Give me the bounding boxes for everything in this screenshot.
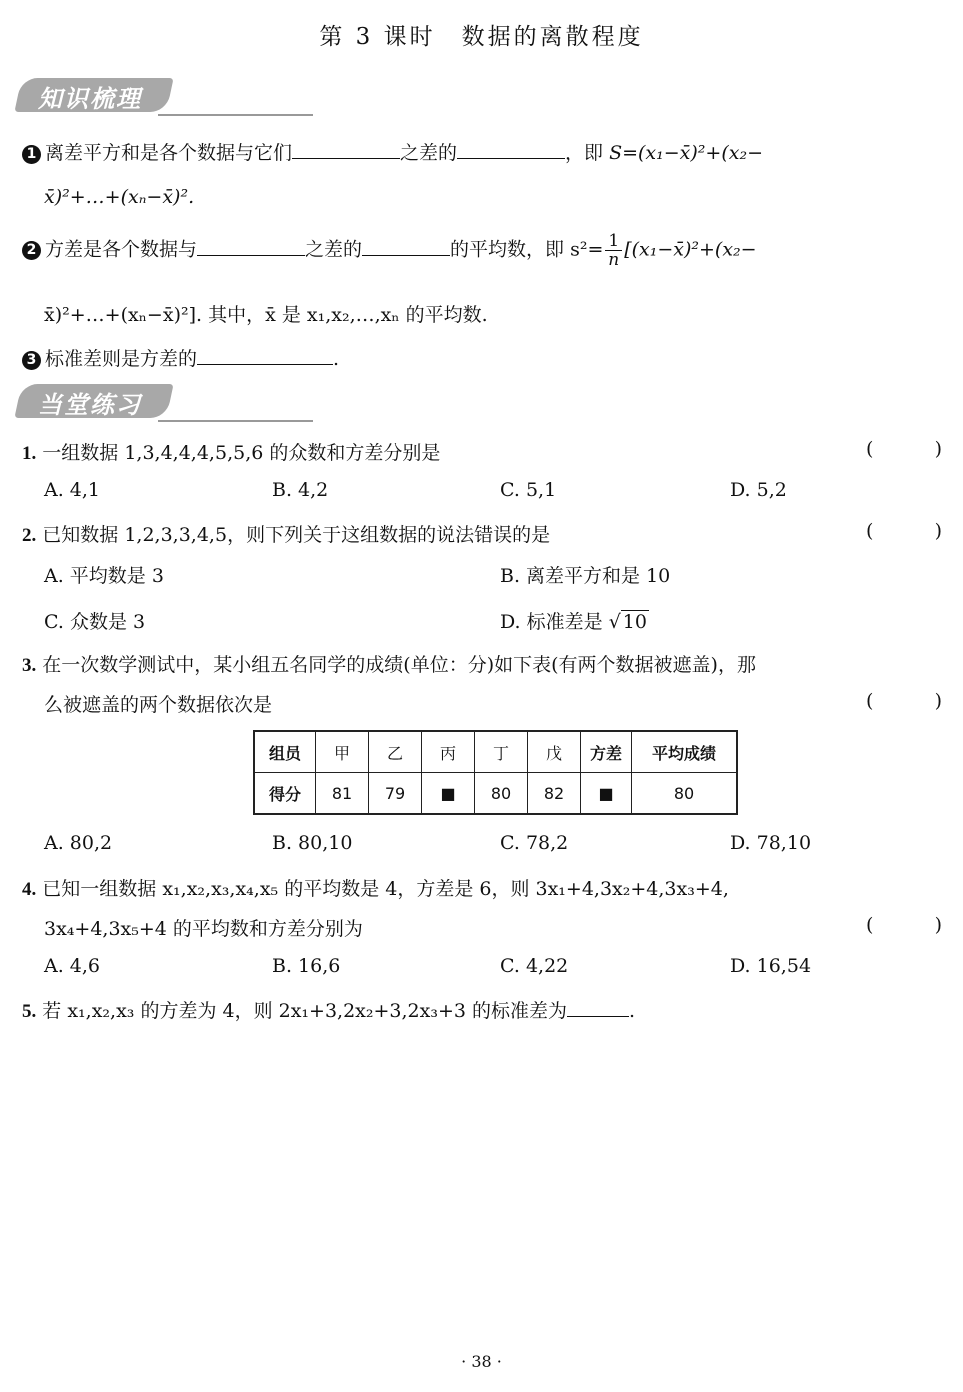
question-stem: 已知数据 1,2,3,3,4,5，则下列关于这组数据的说法错误的是 — [42, 524, 551, 546]
table-cell: 80 — [632, 773, 738, 815]
page-number: · 38 · — [461, 1352, 502, 1371]
item-marker: 2 — [22, 241, 41, 260]
formula-continuation: x̄)²+…+(xₙ−x̄)²]. 其中，x̄ 是 x₁,x₂,…,xₙ 的平均数. — [44, 304, 488, 326]
table-row-label: 得分 — [254, 773, 316, 815]
option-c[interactable]: C. 5,1 — [500, 479, 557, 501]
table-cell-covered: ■ — [422, 773, 475, 815]
section-banner-knowledge — [18, 78, 296, 118]
fill-blank[interactable] — [197, 346, 333, 365]
option-text: D. 标准差是 — [500, 611, 609, 633]
question-end: . — [629, 1000, 636, 1022]
answer-paren[interactable] — [866, 690, 942, 712]
question-1 — [22, 438, 440, 465]
paren-close: ) — [934, 914, 942, 936]
question-stem: 一组数据 1,3,4,4,4,5,5,6 的众数和方差分别是 — [42, 442, 441, 464]
item-text: 离差平方和是各个数据与它们 — [45, 142, 293, 164]
fill-blank[interactable] — [292, 140, 400, 159]
option-a[interactable]: A. 平均数是 3 — [44, 565, 164, 587]
table-header-cell: 甲 — [316, 731, 369, 773]
knowledge-item-2 — [22, 232, 757, 269]
table-header-cell: 戊 — [528, 731, 581, 773]
lesson-topic: 数据的离散程度 — [461, 24, 644, 50]
table-header-cell: 丁 — [475, 731, 528, 773]
question-2 — [22, 520, 550, 547]
formula: [(x₁−x̄)²+(x₂− — [624, 238, 757, 261]
item-text: 之差的 — [305, 238, 363, 261]
option-a[interactable]: A. 4,1 — [44, 479, 101, 501]
paren-close: ) — [934, 438, 942, 460]
table-cell: 79 — [369, 773, 422, 815]
fill-blank[interactable] — [197, 237, 305, 256]
item-text: 方差是各个数据与 — [45, 238, 198, 261]
lesson-number: 第 3 课时 — [319, 24, 436, 50]
item-marker: 3 — [22, 351, 41, 370]
paren-close: ) — [934, 690, 942, 712]
option-a[interactable]: A. 4,6 — [44, 955, 101, 977]
table-header-cell: 乙 — [369, 731, 422, 773]
knowledge-item-1 — [22, 138, 763, 165]
item-text: . — [333, 348, 340, 370]
option-c[interactable]: C. 78,2 — [500, 832, 569, 854]
paren-close: ) — [934, 520, 942, 542]
question-3 — [22, 650, 756, 677]
item-marker: 1 — [22, 145, 41, 164]
answer-paren[interactable] — [866, 914, 942, 936]
question-stem-continuation: 3x₄+4,3x₅+4 的平均数和方差分别为 — [44, 918, 363, 940]
option-d[interactable]: D. 16,54 — [730, 955, 812, 977]
table-header-cell: 平均成绩 — [632, 731, 738, 773]
question-number: 1. — [22, 443, 37, 464]
question-4 — [22, 874, 729, 901]
question-number: 3. — [22, 655, 37, 676]
table-cell: 80 — [475, 773, 528, 815]
paren-open: ( — [866, 690, 874, 712]
score-table — [253, 730, 738, 815]
item-text: 的平均数，即 s²= — [450, 238, 604, 261]
sqrt-radicand: 10 — [622, 611, 647, 633]
table-header-row — [254, 731, 737, 773]
fraction-numerator: 1 — [605, 232, 622, 251]
formula-continuation: x̄)²+…+(xₙ−x̄)². — [44, 186, 195, 208]
question-stem: 在一次数学测试中，某小组五名同学的成绩(单位：分)如下表(有两个数据被遮盖)，那 — [42, 654, 756, 676]
table-row — [254, 773, 737, 815]
paren-open: ( — [866, 914, 874, 936]
section-title: 知识梳理 — [38, 85, 142, 113]
fraction — [605, 232, 622, 269]
option-b[interactable]: B. 80,10 — [272, 832, 353, 854]
option-d[interactable]: D. 78,10 — [730, 832, 812, 854]
knowledge-item-3 — [22, 344, 339, 371]
option-b[interactable]: B. 16,6 — [272, 955, 341, 977]
formula: S=(x₁−x̄)²+(x₂− — [609, 142, 764, 164]
option-b[interactable]: B. 4,2 — [272, 479, 329, 501]
question-stem: 若 x₁,x₂,x₃ 的方差为 4，则 2x₁+3,2x₂+3,2x₃+3 的标准差为 — [42, 1000, 568, 1022]
paren-open: ( — [866, 520, 874, 542]
answer-paren[interactable] — [866, 520, 942, 542]
sqrt-expression: √ 10 — [608, 611, 647, 633]
question-number: 4. — [22, 879, 37, 900]
option-a[interactable]: A. 80,2 — [44, 832, 113, 854]
fill-blank[interactable] — [567, 998, 629, 1017]
option-d[interactable]: D. 5,2 — [730, 479, 787, 501]
table-header-cell: 方差 — [581, 731, 632, 773]
question-stem-continuation: 么被遮盖的两个数据依次是 — [44, 694, 273, 716]
question-number: 5. — [22, 1001, 37, 1022]
option-d[interactable] — [500, 607, 649, 634]
table-header-cell: 组员 — [254, 731, 316, 773]
page-title — [0, 18, 963, 51]
item-text: 标准差则是方差的 — [45, 348, 198, 370]
fraction-denominator: n — [608, 250, 620, 270]
question-stem: 已知一组数据 x₁,x₂,x₃,x₄,x₅ 的平均数是 4，方差是 6，则 3x₁+4,3x₂+4,3x₃+4, — [42, 878, 729, 900]
item-text: ，即 — [565, 142, 610, 164]
table-cell-covered: ■ — [581, 773, 632, 815]
option-b[interactable]: B. 离差平方和是 10 — [500, 565, 671, 587]
fill-blank[interactable] — [362, 237, 450, 256]
table-cell: 82 — [528, 773, 581, 815]
option-c[interactable]: C. 4,22 — [500, 955, 569, 977]
section-banner-practice — [18, 384, 296, 424]
option-c[interactable]: C. 众数是 3 — [44, 611, 146, 633]
question-number: 2. — [22, 525, 37, 546]
fill-blank[interactable] — [457, 140, 565, 159]
section-title: 当堂练习 — [38, 391, 142, 419]
answer-paren[interactable] — [866, 438, 942, 460]
table-header-cell: 丙 — [422, 731, 475, 773]
item-text: 之差的 — [400, 142, 458, 164]
question-5 — [22, 996, 635, 1023]
paren-open: ( — [866, 438, 874, 460]
table-cell: 81 — [316, 773, 369, 815]
